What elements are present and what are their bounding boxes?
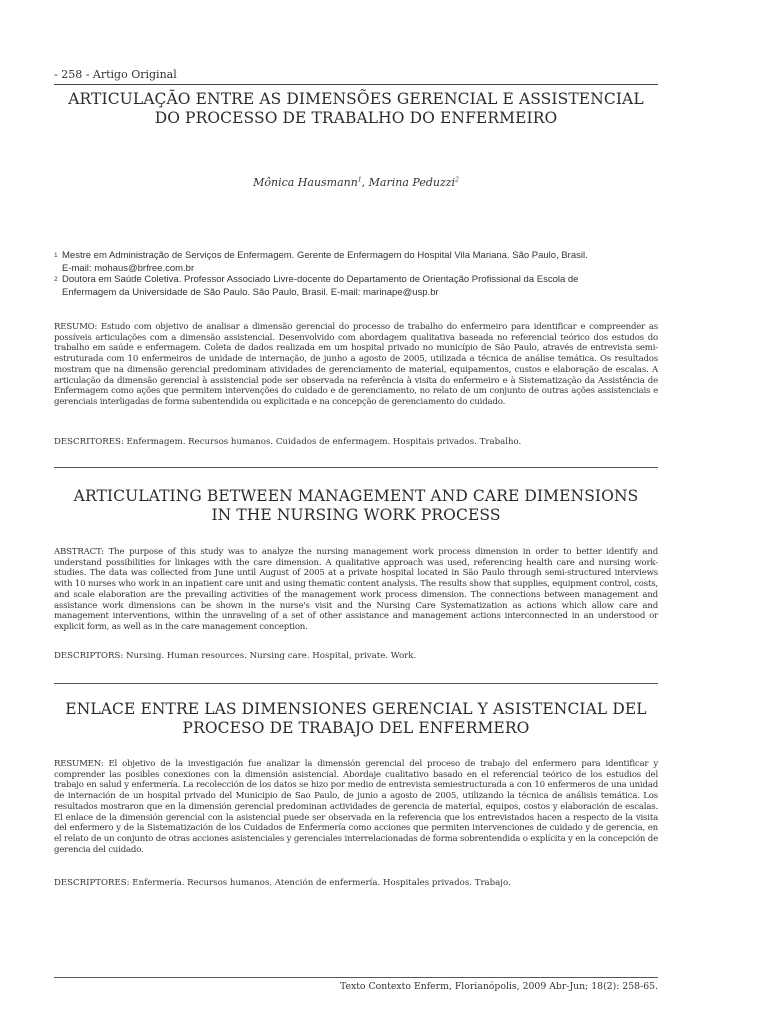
title-spanish-line-2: PROCESO DE TRABAJO DEL ENFERMERO [182, 719, 530, 737]
abstract-english: ABSTRACT: The purpose of this study was to analyze the nursing management work process dimension in order to better identify and understand possibilities for linkages with the care dimension. A qualitative approach was used, referencing health care and nursing work-studies. The data was collected from June until August of 2005 at a private hospital located in São Paulo through semi-structured interviews with 10 nurses who work in an inpatient care unit and using thematic content analysis. The results show that supplies, equipment control, costs, and scale elaboration are the prevailing activities of the management work process dimension. The connections between management and assistance work dimensions can be shown in the nurse's visit and the Nursing Care Systematization as actions which allow care and management interventions, within the unraveling of a set of other assistance and management actions interconnected in an understood or explicit form, as well as in the care management conception. [54, 547, 658, 632]
title-english [54, 487, 658, 525]
page-header: - 258 - Artigo Original [54, 68, 177, 81]
affiliation-1 [54, 249, 658, 275]
title-english-line-1: ARTICULATING BETWEEN MANAGEMENT AND CARE DIMENSIONS [73, 487, 639, 505]
abstract-portuguese: RESUMO: Estudo com objetivo de analisar a dimensão gerencial do processo de trabalho do enfermeiro para identificar e compreender as possíveis articulações com a dimensão assistencial. Desenvolvido com abordagem qualitativa baseada no referencial teórico dos estudos do trabalho em saúde e enfermagem. Coleta de dados realizada em um hospital privado no município de São Paulo, através de entrevista semi-estruturada com 10 enfermeiros de unidade de internação, de junho a agosto de 2005, utilizada a técnica de análise temática. Os resultados mostram que na dimensão gerencial predominam atividades de gerenciamento de material, equipamentos, custos e elaboração de escalas. A articulação da dimensão gerencial à assistencial pode ser observada na referência à visita do enfermeiro e à Sistematização da Assistência de Enfermagem como ações que permitem intervenções do cuidado e de gerenciamento, no relato de um conjunto de outras ações assistenciais e gerenciais interligadas de forma subentendida ou explicitada e na concepção de gerenciamento do cuidado. [54, 322, 658, 407]
author-separator: , [361, 176, 369, 189]
affiliation-2-number: 2 [54, 276, 58, 283]
affiliation-2-line-2: Enfermagem da Universidade de São Paulo. São Paulo, Brasil. E-mail: marinape@usp.br [62, 287, 439, 299]
title-spanish [54, 700, 658, 738]
title-portuguese-line-2: DO PROCESSO DE TRABALHO DO ENFERMEIRO [154, 109, 558, 127]
footer-rule [54, 977, 658, 978]
header-rule [54, 84, 658, 85]
affiliation-2-line-1: Doutora em Saúde Coletiva. Professor Associado Livre-docente do Departamento de Orientação Profissional da Escola de [62, 274, 579, 285]
affiliation-1-number: 1 [54, 252, 58, 259]
title-portuguese [54, 90, 658, 128]
abstract-spanish: RESUMEN: El objetivo de la investigación fue analizar la dimensión gerencial del proceso de trabajo del enfermero para identificar y comprender las posibles conexiones con la dimensión asistencial. Abordaje cualitativo basado en el referencial teórico de los estudios del trabajo en salud y enfermería. La recolección de los datos se hizo por medio de entrevista semiestructurada a con 10 enfermeros de una unidad de internación de un hospital privado del Municipio de Sao Paulo, de junio a agosto de 2005, utilizando la técnica de análisis temática. Los resultados mostraron que en la dimensión gerencial predominan actividades de gerencia de material, equipos, costos y elaboración de escalas. El enlace de la dimensión gerencial con la asistencial puede ser observada en la referencia que los entrevistados hacen a respecto de la visita del enfermero y de la Sistematización de los Cuidados de Enfermería como acciones que permiten intervenciones de cuidado y de gerencia, en el relato de un conjunto de otras acciones asistenciales y gerenciales interrelacionadas de forma sobrentendida o explícita y en la concepción de gerencia del cuidado. [54, 759, 658, 855]
author-1: Mônica Hausmann [253, 176, 358, 189]
descriptors-english: DESCRIPTORS: Nursing. Human resources. Nursing care. Hospital, private. Work. [54, 651, 417, 661]
title-portuguese-line-1: ARTICULAÇÃO ENTRE AS DIMENSÕES GERENCIAL E ASSISTENCIAL [68, 90, 644, 108]
section-divider-2 [54, 683, 658, 684]
descriptors-portuguese: DESCRITORES: Enfermagem. Recursos humanos. Cuidados de enfermagem. Hospitais privados. Trabalho. [54, 437, 522, 447]
descriptors-spanish: DESCRIPTORES: Enfermería. Recursos humanos. Atención de enfermería. Hospitales privados. Trabajo. [54, 878, 511, 888]
author-1-affiliation-mark: 1 [357, 176, 362, 184]
section-divider-1 [54, 467, 658, 468]
journal-citation: Texto Contexto Enferm, Florianópolis, 2009 Abr-Jun; 18(2): 258-65. [339, 981, 658, 992]
affiliation-2 [54, 273, 658, 299]
author-2: Marina Peduzzi [368, 176, 456, 189]
author-2-affiliation-mark: 2 [455, 176, 459, 184]
affiliation-1-line-2: E-mail: mohaus@brfree.com.br [62, 263, 195, 275]
affiliation-1-line-1: Mestre em Administração de Serviços de Enfermagem. Gerente de Enfermagem do Hospital Vila Mariana. São Paulo, Brasil. [62, 250, 588, 261]
title-english-line-2: IN THE NURSING WORK PROCESS [211, 506, 501, 524]
author-list [54, 176, 658, 189]
title-spanish-line-1: ENLACE ENTRE LAS DIMENSIONES GERENCIAL Y ASISTENCIAL DEL [65, 700, 647, 718]
